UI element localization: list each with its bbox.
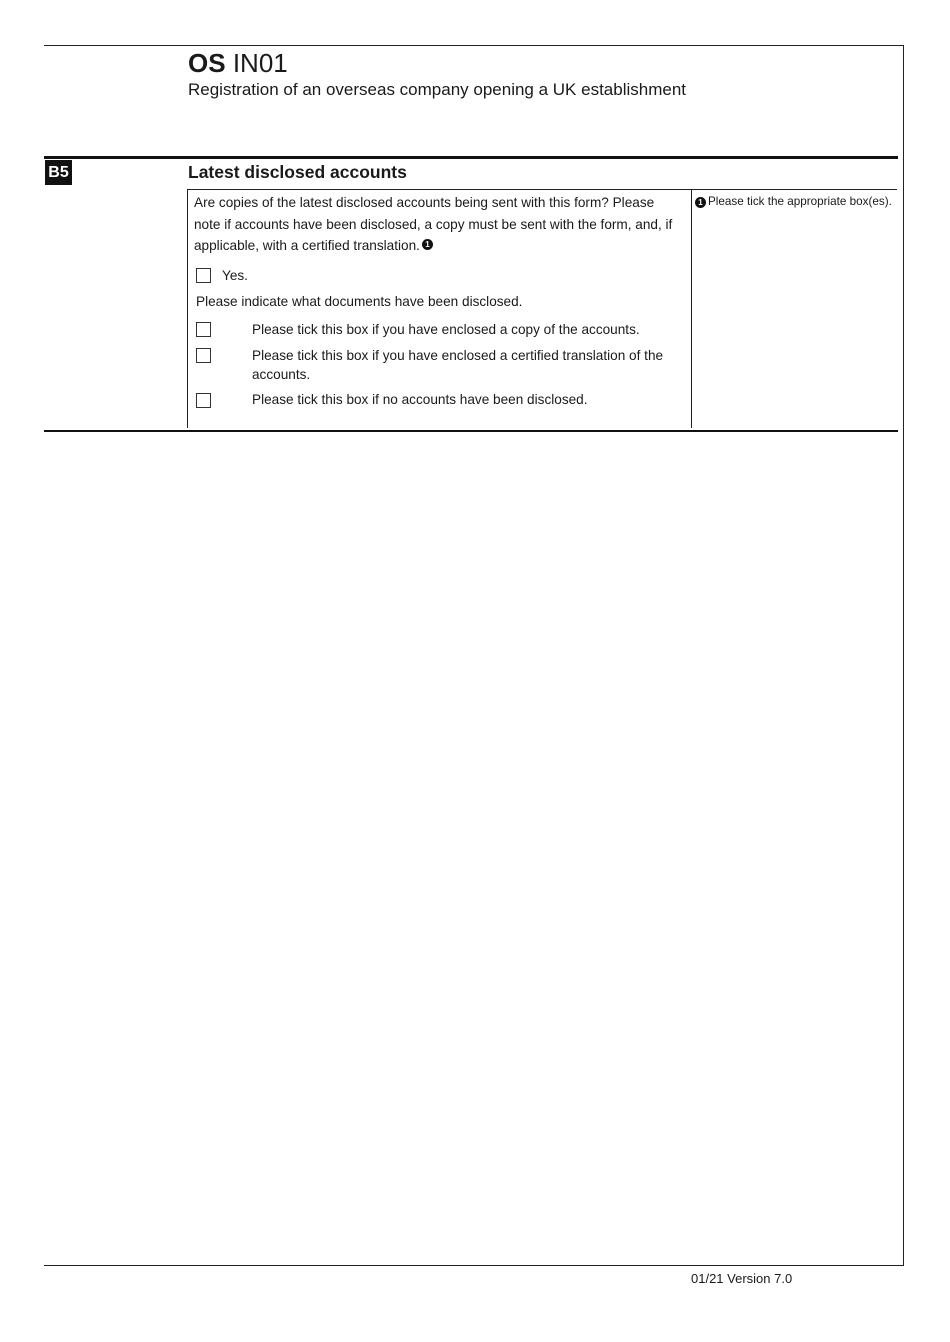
- note-box-top: [691, 189, 897, 190]
- form-code: [188, 47, 288, 79]
- note-marker-icon: 1: [695, 197, 706, 208]
- version-label: 01/21 Version 7.0: [691, 1271, 793, 1286]
- right-margin-rule: [903, 45, 904, 1266]
- footer-rule: [44, 1265, 904, 1266]
- top-rule: [44, 45, 904, 46]
- accounts-copy-checkbox[interactable]: [196, 322, 211, 337]
- section-badge: B5: [45, 160, 72, 185]
- section-title: Latest disclosed accounts: [188, 162, 407, 182]
- certified-translation-checkbox[interactable]: [196, 348, 211, 363]
- section-top-rule: [44, 156, 898, 159]
- form-number: IN01: [232, 48, 288, 78]
- no-accounts-checkbox[interactable]: [196, 393, 211, 408]
- question-text: [194, 192, 684, 257]
- indicate-instruction: Please indicate what documents have been disclosed.: [196, 294, 523, 309]
- side-note-text: Please tick the appropriate box(es).: [708, 195, 892, 208]
- accounts-copy-label: Please tick this box if you have enclosed a copy of the accounts.: [252, 322, 640, 337]
- form-title: Registration of an overseas company opening a UK establishment: [188, 80, 687, 99]
- note-marker-icon: 1: [422, 239, 433, 250]
- note-column-divider: [691, 189, 692, 428]
- form-prefix: OS: [188, 48, 226, 78]
- section-bottom-rule: [44, 430, 898, 432]
- question-body: Are copies of the latest disclosed accounts being sent with this form? Please note if accounts have been disclosed, a copy must be sent with the form, and, if applicable, with a certified translation.: [194, 195, 673, 253]
- side-note: [695, 194, 900, 210]
- question-box-top: [187, 189, 692, 190]
- yes-checkbox[interactable]: [196, 268, 211, 283]
- no-accounts-label: Please tick this box if no accounts have been disclosed.: [252, 392, 588, 407]
- question-box-left: [187, 189, 188, 428]
- yes-label: Yes.: [222, 268, 248, 283]
- certified-translation-label: Please tick this box if you have enclosed a certified translation of the accounts.: [252, 348, 664, 382]
